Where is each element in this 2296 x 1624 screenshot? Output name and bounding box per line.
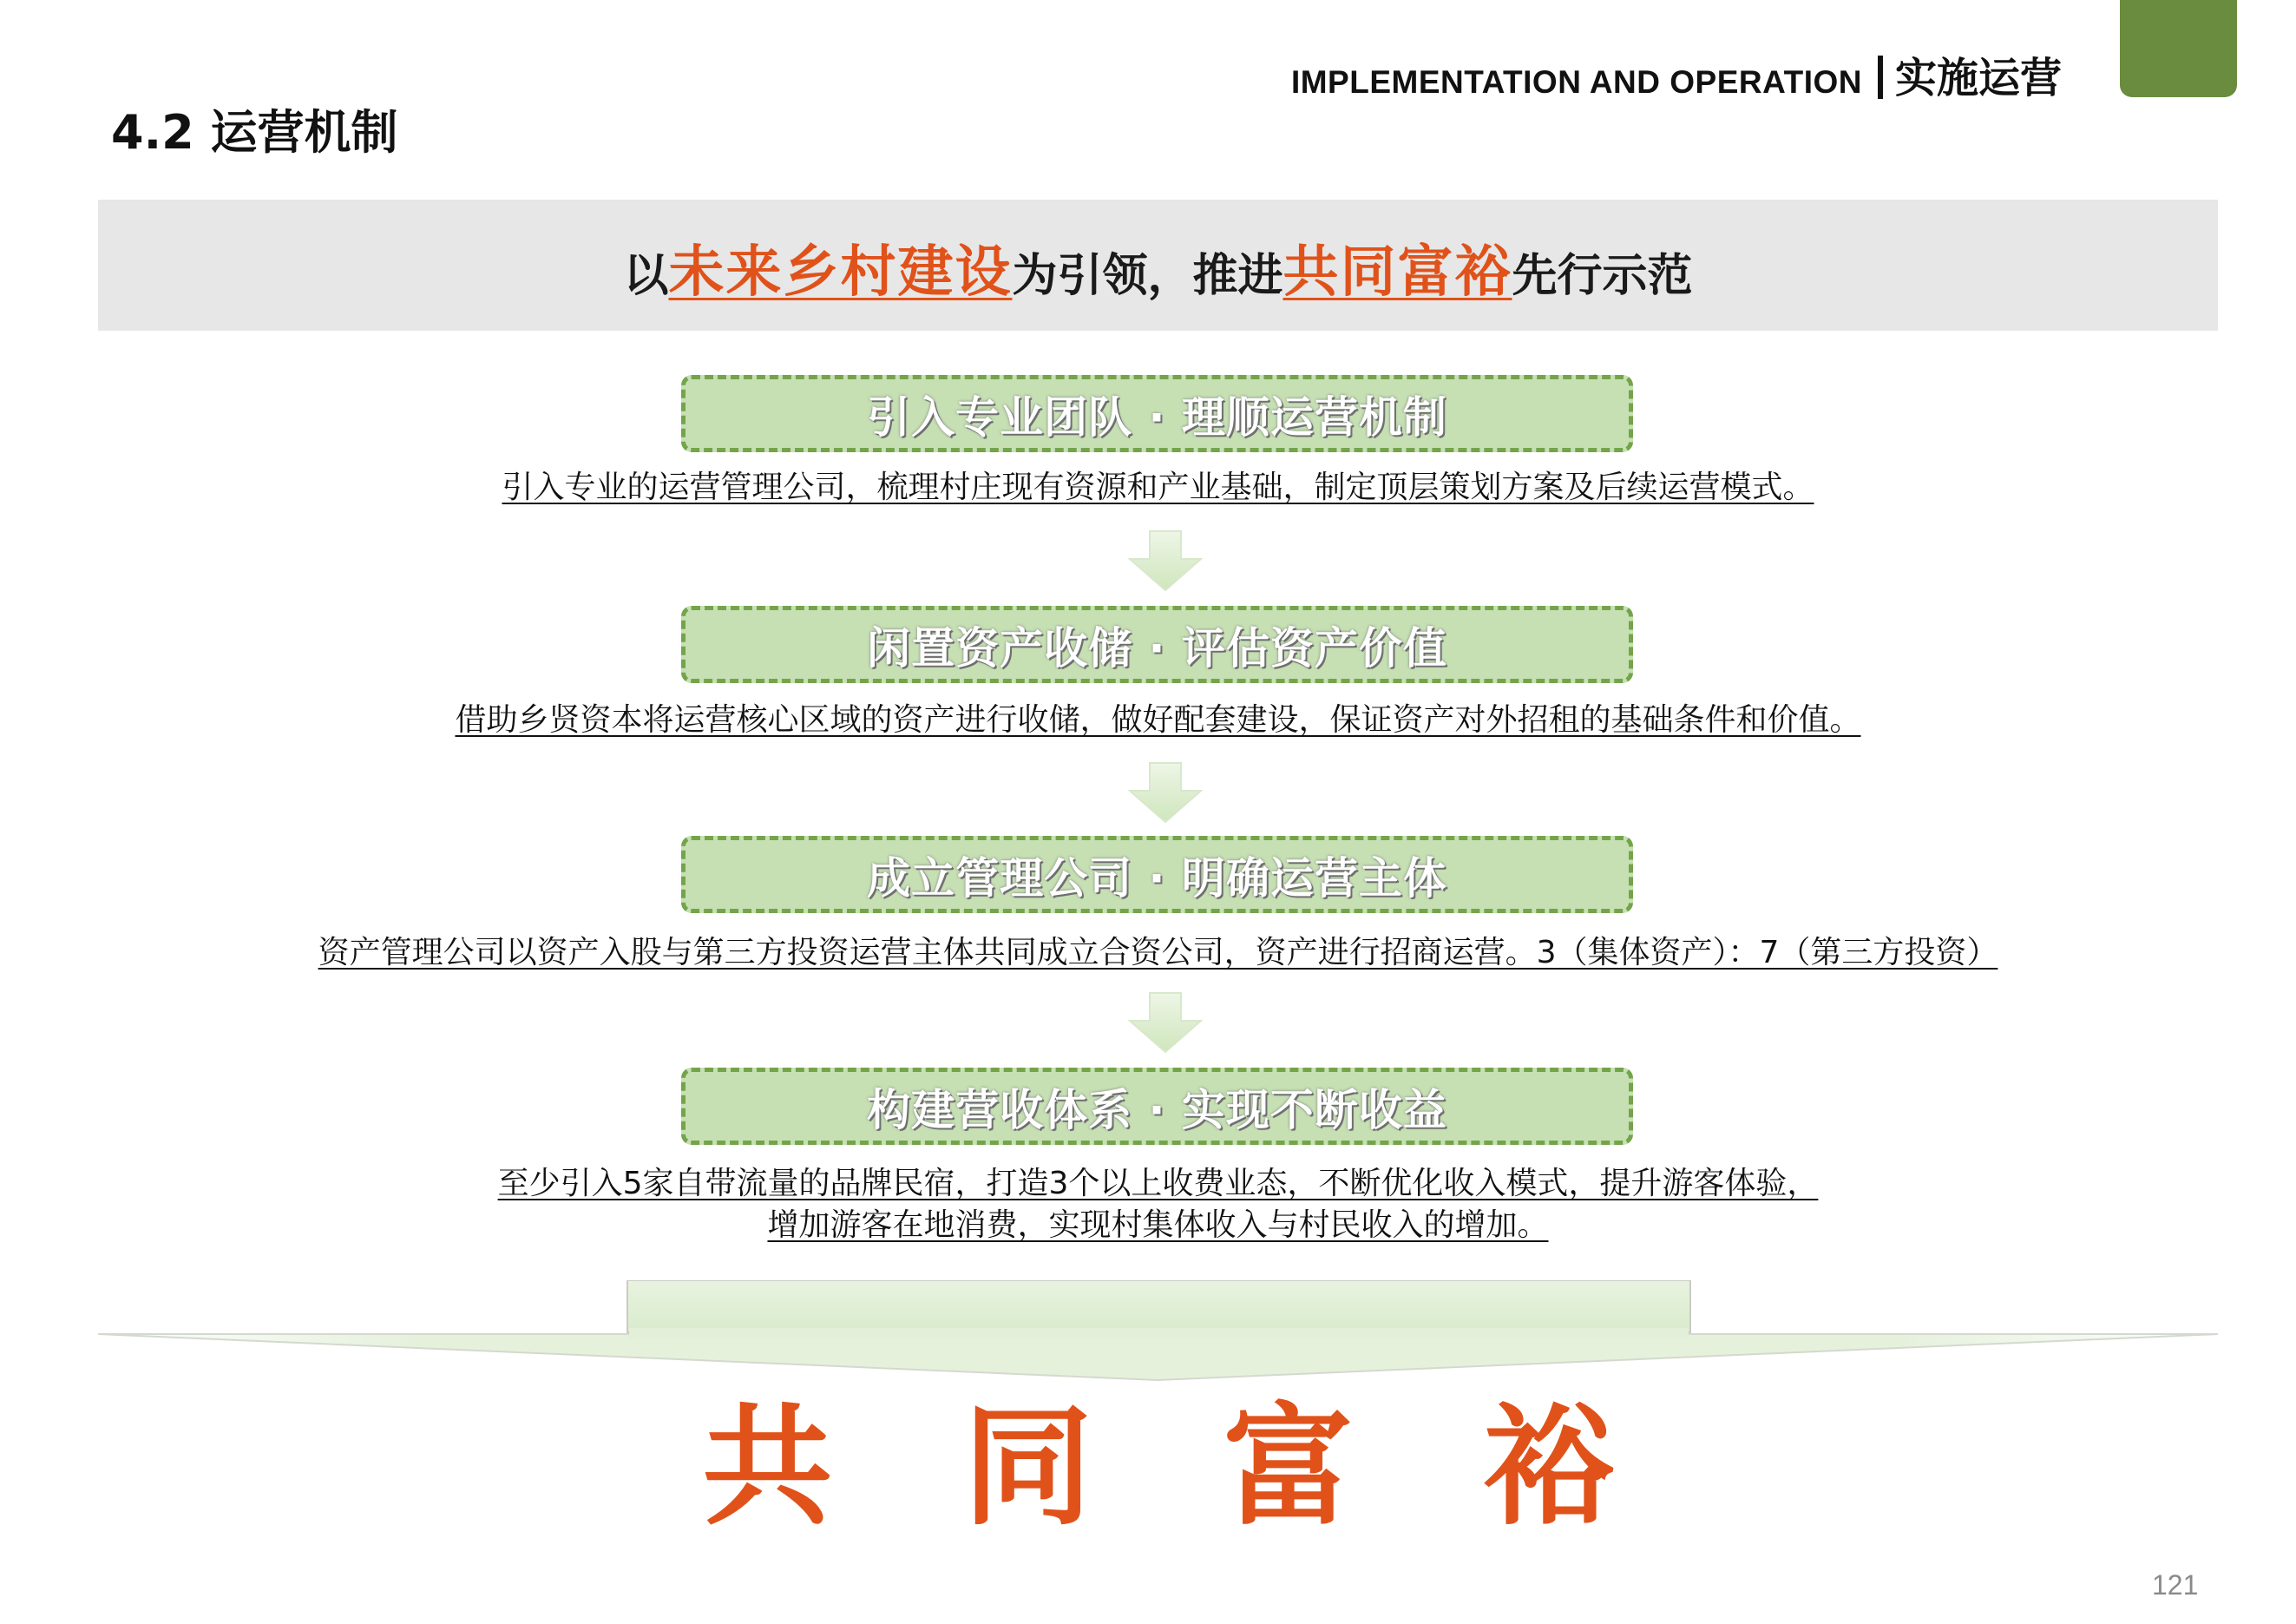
section-title: 4.2 运营机制 — [111, 105, 398, 160]
step-description-line: 至少引入5家自带流量的品牌民宿，打造3个以上收费业态，不断优化收入模式，提升游客体验， — [497, 1166, 1819, 1201]
step-title: 引入专业团队 · 理顺运营机制 — [867, 391, 1447, 443]
banner-part-2: 为引领，推进 — [1012, 249, 1283, 302]
step-description-line: 引入专业的运营管理公司，梳理村庄现有资源和产业基础，制定顶层策划方案及后续运营模式。 — [502, 470, 1814, 505]
step-box-3 — [681, 836, 1633, 913]
down-arrow-icon — [1126, 991, 1204, 1054]
step-description-3 — [98, 932, 2218, 974]
banner-part-1: 以 — [623, 249, 669, 302]
step-description-4 — [98, 1163, 2218, 1246]
step-description-2 — [98, 700, 2218, 741]
result-arrow-band — [98, 1280, 2218, 1384]
step-description-1 — [98, 467, 2218, 509]
step-box-1 — [681, 375, 1633, 452]
header-chinese-title: 实施运营 — [1895, 54, 2063, 102]
step-description-line: 借助乡贤资本将运营核心区域的资产进行收储，做好配套建设，保证资产对外招租的基础条件和价值。 — [455, 702, 1861, 738]
header-divider — [1878, 56, 1883, 99]
slogan-char: 裕 — [1483, 1391, 1614, 1543]
slogan-char: 富 — [1223, 1391, 1354, 1543]
step-description-line: 资产管理公司以资产入股与第三方投资运营主体共同成立合资公司，资产进行招商运营。3（集体资产）：7（第三方投资） — [318, 935, 1998, 970]
banner-text — [98, 227, 2218, 314]
banner-highlight-2: 共同富裕 — [1282, 240, 1512, 305]
page-number: 121 — [2152, 1569, 2199, 1601]
down-arrow-icon — [1126, 529, 1204, 592]
big-slogan — [98, 1389, 2218, 1545]
step-box-2 — [681, 606, 1633, 683]
step-description-line: 增加游客在地消费，实现村集体收入与村民收入的增加。 — [767, 1207, 1549, 1243]
step-title: 成立管理公司 · 明确运营主体 — [867, 852, 1447, 904]
down-arrow-icon — [1126, 761, 1204, 824]
header-english-title: IMPLEMENTATION AND OPERATION — [1290, 64, 1862, 100]
step-title: 闲置资产收储 · 评估资产价值 — [867, 622, 1447, 674]
header-accent-tab — [2120, 0, 2237, 97]
step-title: 构建营收体系 · 实现不断收益 — [867, 1084, 1447, 1135]
banner-highlight-1: 未来乡村建设 — [668, 240, 1013, 305]
banner-part-3: 先行示范 — [1512, 249, 1693, 302]
slogan-char: 共 — [702, 1391, 833, 1543]
slogan-char: 同 — [962, 1391, 1093, 1543]
step-box-4 — [681, 1068, 1633, 1145]
